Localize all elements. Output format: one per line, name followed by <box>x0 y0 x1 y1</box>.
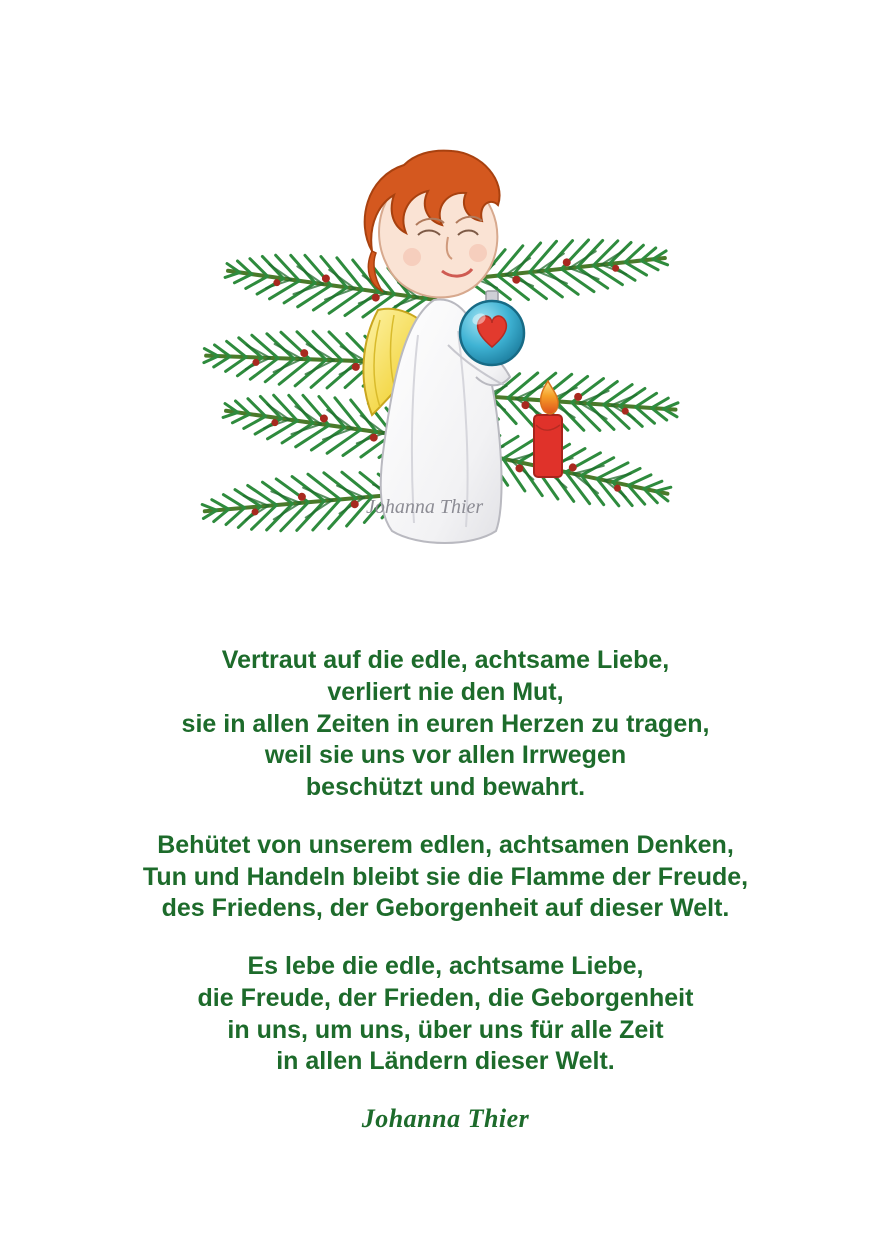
poem-line: in uns, um uns, über uns für alle Zeit <box>227 1015 664 1044</box>
poem-line: in allen Ländern dieser Welt. <box>276 1047 615 1076</box>
poem-line: Es lebe die edle, achtsame Liebe, <box>247 952 644 980</box>
stanza-3 <box>56 951 836 1078</box>
poem-line: des Friedens, der Geborgenheit auf dieser Welt. <box>161 894 730 923</box>
angel-illustration <box>166 95 726 615</box>
poem-line: Behütet von unserem edlen, achtsamen Denken, <box>157 830 734 859</box>
poem-line: beschützt und bewahrt. <box>305 773 586 801</box>
poem-line: verliert nie den Mut, <box>327 677 564 706</box>
poem-line: sie in allen Zeiten in euren Herzen zu tragen, <box>181 709 710 738</box>
poem-author: Johanna Thier <box>361 1104 530 1133</box>
poem-text <box>56 645 836 1134</box>
poem-line: Vertraut auf die edle, achtsame Liebe, <box>221 646 670 674</box>
stanza-1 <box>56 645 836 804</box>
angel-head <box>364 151 499 298</box>
ornament-bauble <box>460 291 524 365</box>
poem-line: weil sie uns vor allen Irrwegen <box>264 741 627 770</box>
artwork-signature: Johanna Thier <box>365 496 483 518</box>
poem-line: Tun und Handeln bleibt sie die Flamme der Freude, <box>142 862 749 891</box>
poem-line: die Freude, der Frieden, die Geborgenheit <box>197 983 694 1012</box>
stanza-2 <box>56 830 836 925</box>
